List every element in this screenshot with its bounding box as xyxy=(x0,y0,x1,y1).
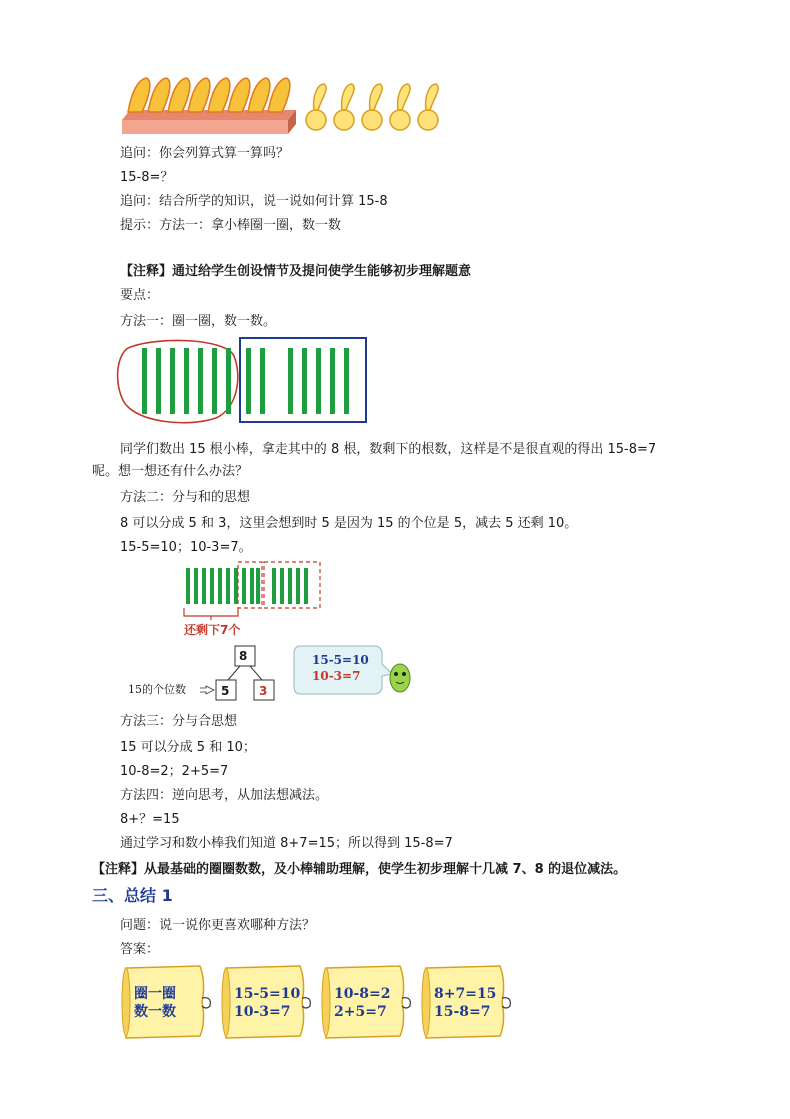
paragraph-1-line-1: 同学们数出 15 根小棒，拿走其中的 8 根，数剩下的根数，这样是不是很直观的得出 15-8=7 xyxy=(120,442,657,457)
section-heading: 三、总结 1 xyxy=(92,886,173,905)
scroll-card-3 xyxy=(322,966,410,1038)
tree-right: 3 xyxy=(259,684,268,698)
method-2-title: 方法二：分与和的思想 xyxy=(120,490,251,505)
scroll-3-line-2: 2+5=7 xyxy=(334,1004,387,1020)
followup-question-2: 追问：结合所学的知识，说一说如何计算 15-8 xyxy=(120,194,388,209)
scroll-card-1 xyxy=(122,966,210,1038)
tree-left: 5 xyxy=(221,684,230,698)
equation-4: 8+？=15 xyxy=(120,812,180,827)
bubble-line-2: 10-3=7 xyxy=(312,669,361,683)
left-arrow-icon xyxy=(200,686,214,694)
hint-line: 提示：方法一：拿小棒圈一圈，数一数 xyxy=(120,218,342,233)
paragraph-1-line-2: 呢。想一想还有什么办法？ xyxy=(92,464,249,479)
scroll-4-line-2: 15-8=7 xyxy=(434,1004,491,1020)
remaining-label: 还剩下7个 xyxy=(184,623,241,637)
key-points-label: 要点： xyxy=(120,288,160,303)
equation-3: 10-8=2；2+5=7 xyxy=(120,764,229,779)
method-3-title: 方法三：分与合思想 xyxy=(120,714,238,729)
scroll-4-line-1: 8+7=15 xyxy=(434,986,497,1002)
scroll-3-line-1: 10-8=2 xyxy=(334,986,391,1002)
tree-top: 8 xyxy=(239,649,248,663)
followup-question-1: 追问：你会列算式算一算吗？ xyxy=(120,146,290,161)
scroll-card-4 xyxy=(422,966,510,1038)
method-4-title: 方法四：逆向思考，从加法想减法。 xyxy=(120,788,329,803)
equation-2: 15-5=10；10-3=7。 xyxy=(120,540,252,555)
note-2: 【注释】从最基础的圈圈数数，及小棒辅助理解，使学生初步理解十几减 7、8 的退位减法。 xyxy=(92,862,627,877)
scroll-2-line-1: 15-5=10 xyxy=(234,986,301,1002)
red-circle-loop xyxy=(118,340,238,422)
sticks-diagram-split xyxy=(180,560,330,630)
ones-digit-label: 15的个位数 xyxy=(128,683,186,696)
answer-label: 答案： xyxy=(120,942,160,957)
top-illustration xyxy=(118,70,448,140)
scroll-2-line-2: 10-3=7 xyxy=(234,1004,291,1020)
answer-scrolls xyxy=(116,962,516,1042)
scroll-card-2 xyxy=(222,966,310,1038)
stick-group-1 xyxy=(142,348,349,414)
paragraph-3: 15 可以分成 5 和 10； xyxy=(120,740,256,755)
paragraph-4: 通过学习和数小棒我们知道 8+7=15；所以得到 15-8=7 xyxy=(120,836,453,851)
remaining-bracket xyxy=(184,608,238,616)
scroll-1-line-1: 圈一圈 xyxy=(134,986,176,1002)
scroll-1-line-2: 数一数 xyxy=(134,1004,176,1020)
cartoon-character-icon xyxy=(390,664,410,692)
method-1-title: 方法一：圈一圈，数一数。 xyxy=(120,314,277,329)
note-1: 【注释】通过给学生创设情节及提问使学生能够初步理解题意 xyxy=(120,264,472,279)
equation-15-8: 15-8=？ xyxy=(120,170,174,185)
summary-question: 问题：说一说你更喜欢哪种方法？ xyxy=(120,918,316,933)
sticks-diagram-circle-count xyxy=(116,336,376,426)
decomposition-tree xyxy=(200,642,300,712)
paragraph-2: 8 可以分成 5 和 3，这里会想到时 5 是因为 15 的个位是 5，减去 5 还剩 10。 xyxy=(120,516,578,531)
bubble-line-1: 15-5=10 xyxy=(312,653,369,667)
